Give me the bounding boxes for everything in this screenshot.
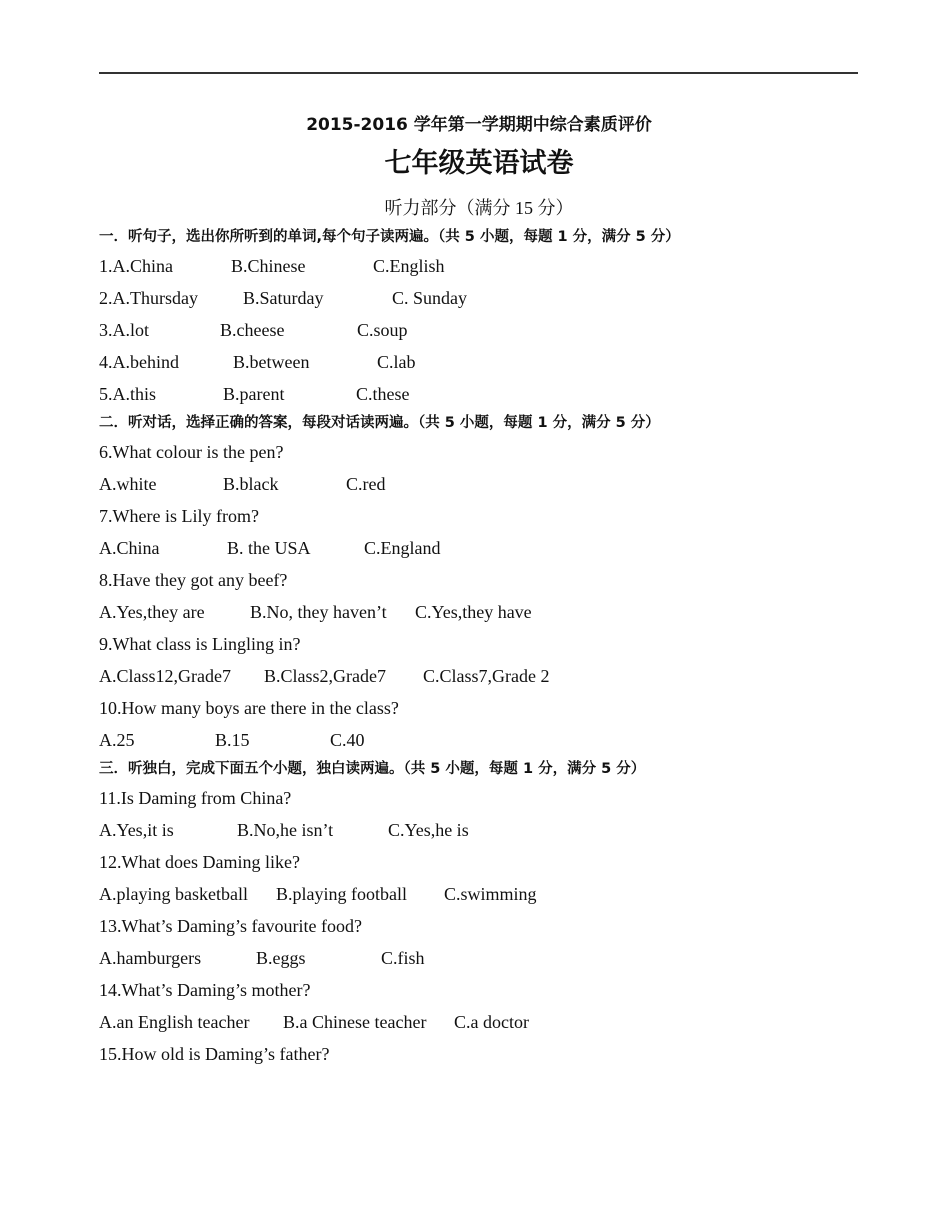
year-title: 2015-2016 学年第一学期期中综合素质评价 (306, 115, 652, 135)
option-a: A.Yes,it is (99, 820, 174, 840)
option-c: C.English (373, 256, 445, 276)
option-b: B.a Chinese teacher (283, 1012, 427, 1032)
option-c: C. Sunday (392, 288, 468, 308)
top-rule (99, 72, 858, 74)
question-13: 13.What’s Daming’s favourite food? (99, 916, 362, 936)
question-9: 9.What class is Lingling in? (99, 634, 301, 654)
question-row-5 (99, 378, 859, 410)
option-b: B.cheese (220, 320, 285, 340)
option-a: A.playing basketball (99, 884, 248, 904)
question-6: 6.What colour is the pen? (99, 442, 284, 462)
option-a: 5.A.this (99, 384, 157, 404)
option-b: B.Chinese (231, 256, 306, 276)
question-8: 8.Have they got any beef? (99, 570, 288, 590)
options-8 (99, 596, 859, 628)
option-a: A.Class12,Grade7 (99, 666, 231, 686)
option-a: 2.A.Thursday (99, 288, 198, 308)
option-c: C.a doctor (454, 1012, 529, 1032)
option-a: A.25 (99, 730, 135, 750)
question-row-4 (99, 346, 859, 378)
options-9 (99, 660, 859, 692)
question-row-3 (99, 314, 859, 346)
option-c: C.lab (377, 352, 416, 372)
option-c: C.red (346, 474, 386, 494)
exam-page (99, 110, 859, 1070)
section-1-title: 一．听句子，选出你所听到的单词,每个句子读两遍。（共 5 小题，每题 1 分，满分 5 分） (99, 229, 680, 245)
section-3-title: 三．听独白，完成下面五个小题，独白读两遍。（共 5 小题，每题 1 分，满分 5 分） (99, 761, 646, 777)
option-b: B.Class2,Grade7 (264, 666, 386, 686)
option-c: C.England (364, 538, 441, 558)
options-11 (99, 814, 859, 846)
option-a: 4.A.behind (99, 352, 179, 372)
option-c: C.soup (357, 320, 408, 340)
option-b: B.eggs (256, 948, 306, 968)
option-a: A.an English teacher (99, 1012, 250, 1032)
option-b: B. the USA (227, 538, 311, 558)
question-7: 7.Where is Lily from? (99, 506, 259, 526)
option-c: C.swimming (444, 884, 537, 904)
options-14 (99, 1006, 859, 1038)
question-12: 12.What does Daming like? (99, 852, 300, 872)
option-a: A.Yes,they are (99, 602, 205, 622)
option-c: C.Yes,he is (388, 820, 469, 840)
options-12 (99, 878, 859, 910)
option-b: B.between (233, 352, 310, 372)
option-b: B.No,he isn’t (237, 820, 334, 840)
option-a: A.white (99, 474, 157, 494)
question-row-1 (99, 250, 859, 282)
options-10 (99, 724, 859, 756)
option-c: C.fish (381, 948, 425, 968)
options-13 (99, 942, 859, 974)
option-b: B.black (223, 474, 279, 494)
sub-title: 听力部分（满分 15 分） (384, 198, 574, 218)
option-a: A.hamburgers (99, 948, 202, 968)
option-c: C.Yes,they have (415, 602, 532, 622)
option-b: B.parent (223, 384, 285, 404)
section-2-title: 二．听对话，选择正确的答案，每段对话读两遍。（共 5 小题，每题 1 分，满分 5 分） (99, 415, 660, 431)
options-6 (99, 468, 859, 500)
option-c: C.40 (330, 730, 365, 750)
option-a: 3.A.lot (99, 320, 150, 340)
option-a: A.China (99, 538, 160, 558)
question-row-2 (99, 282, 859, 314)
option-b: B.playing football (276, 884, 407, 904)
option-b: B.Saturday (243, 288, 324, 308)
question-14: 14.What’s Daming’s mother? (99, 980, 311, 1000)
option-a: 1.A.China (99, 256, 173, 276)
options-7 (99, 532, 859, 564)
main-title: 七年级英语试卷 (384, 148, 574, 179)
option-c: C.these (356, 384, 410, 404)
option-c: C.Class7,Grade 2 (423, 666, 550, 686)
question-15: 15.How old is Daming’s father? (99, 1044, 330, 1064)
option-b: B.No, they haven’t (250, 602, 387, 622)
question-11: 11.Is Daming from China? (99, 788, 292, 808)
option-b: B.15 (215, 730, 250, 750)
question-10: 10.How many boys are there in the class? (99, 698, 399, 718)
